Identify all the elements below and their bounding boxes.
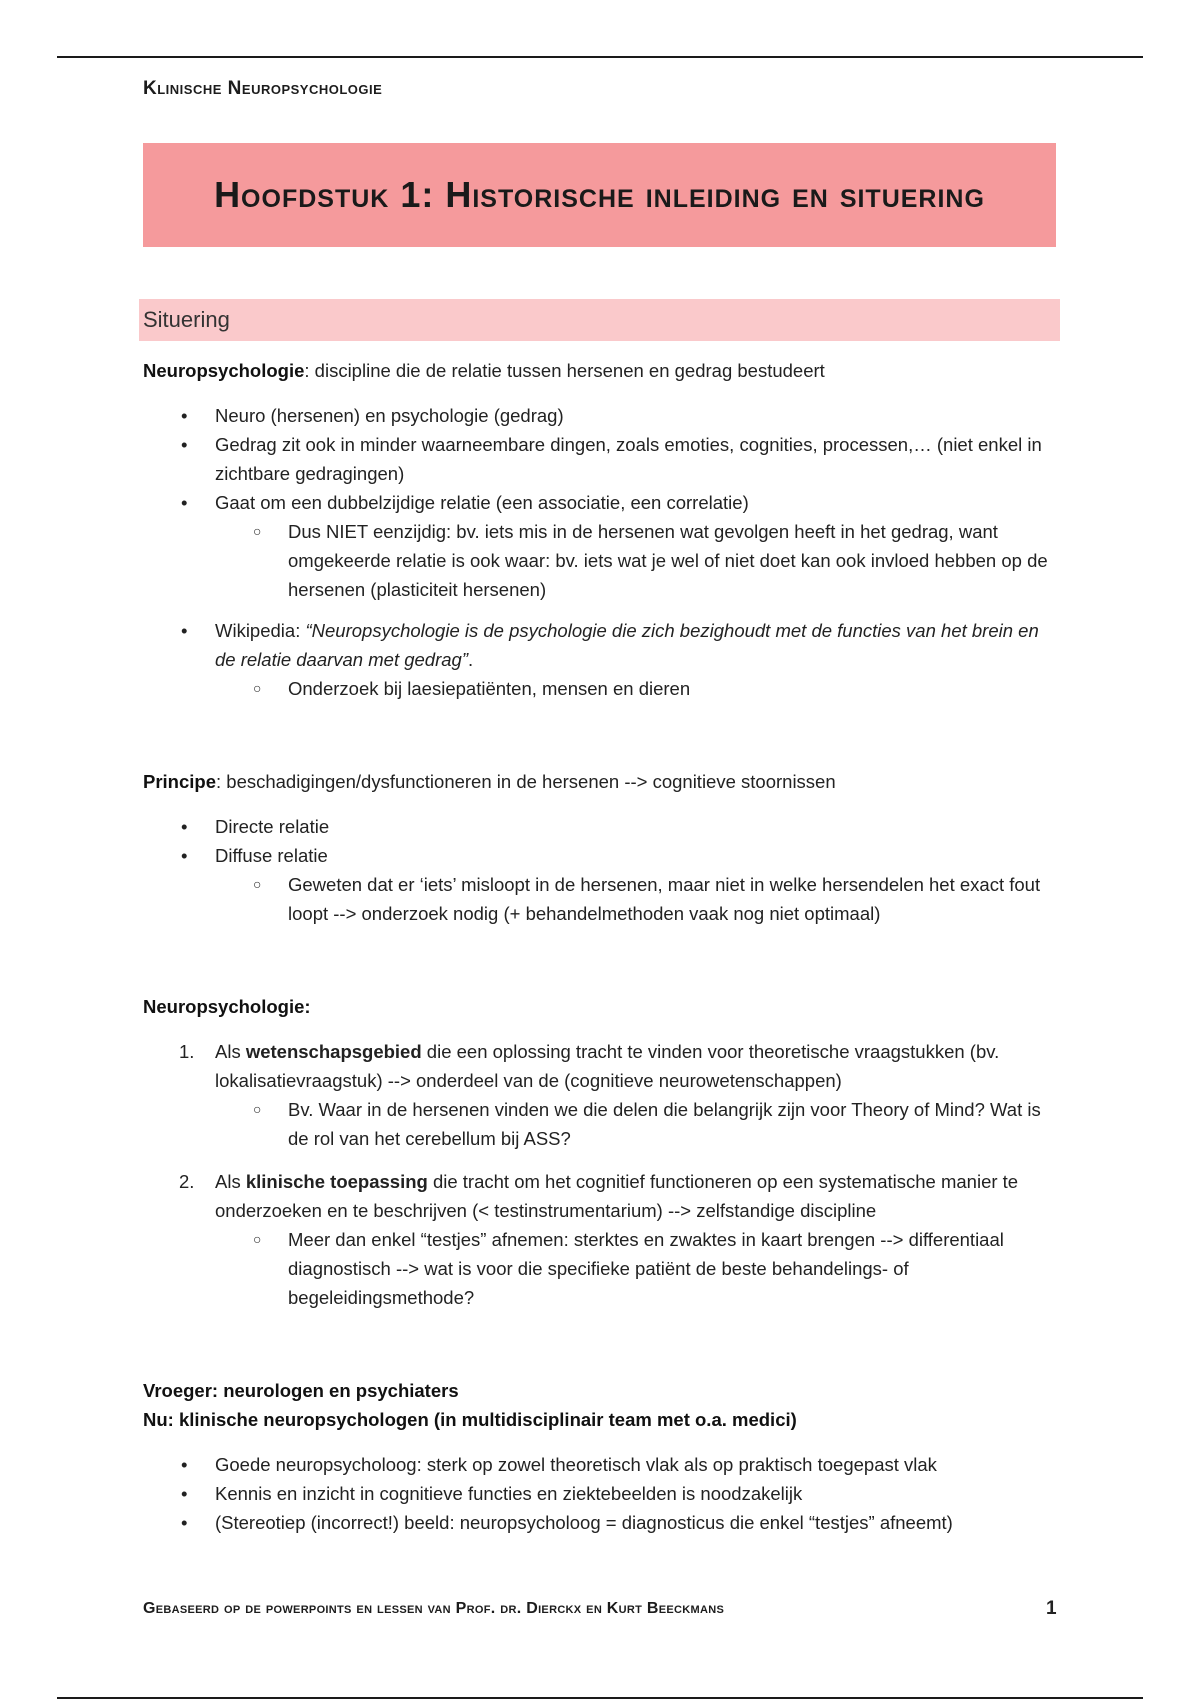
running-header: Klinische Neuropsychologie [143,78,383,99]
document-body [143,356,1063,1537]
bullet-icon: • [181,816,188,837]
bottom-rule [57,1697,1143,1699]
wikipedia-quote: “Neuropsychologie is de psychologie die zich bezighoudt met de functies van het brein en de relatie daarvan met gedrag” [215,620,1039,670]
term: Neuropsychologie [143,360,305,381]
sub-list-item: ○ Geweten dat er ‘iets’ misloopt in de hersenen, maar niet in welke hersendelen het exact fout loopt --> onderzoek nodig (+ behandelmethoden vaak nog niet optimaal) [143,870,1063,928]
circle-bullet-icon: ○ [253,680,262,696]
numbered-item: 2. Als klinische toepassing die tracht om het cognitief functioneren op een systematische manier te onderzoeken en te beschrijven (< testinstrumentarium) --> zelfstandige discipline [179,1171,1019,1221]
circle-bullet-icon: ○ [253,1101,262,1117]
section-heading-bar [139,299,1060,341]
circle-bullet-icon: ○ [253,523,262,539]
definition-text: : beschadigingen/dysfunctioneren in de hersenen --> cognitieve stoornissen [216,771,836,792]
heading-neuropsychologie: Neuropsychologie: [143,996,311,1017]
numbered-item: 1. Als wetenschapsgebied die een oplossing tracht te vinden voor theoretische vraagstukken (bv. lokalisatievraagstuk) --> onderdeel van de (cognitieve neurowetenschappen) [179,1041,1000,1091]
bullet-list [143,812,1063,928]
list-item: • Gedrag zit ook in minder waarneembare dingen, zoals emoties, cognities, processen,… (niet enkel in zichtbare gedragingen) [143,430,1063,488]
numbered-list [143,1037,1063,1312]
list-item: • Wikipedia: “Neuropsychologie is de psychologie die zich bezighoudt met de functies van het brein en de relatie daarvan met gedrag”. [143,616,1063,674]
list-item: • Directe relatie [143,812,1063,841]
list-item: • Goede neuropsycholoog: sterk op zowel theoretisch vlak als op praktisch toegepast vlak [143,1450,1063,1479]
bullet-list [143,401,1063,703]
list-item: • Diffuse relatie [143,841,1063,870]
bullet-icon: • [181,492,188,513]
definition-neuropsychologie [143,356,1063,385]
bullet-list [143,1450,1063,1537]
chapter-banner [143,143,1056,247]
sub-list-item: ○ Bv. Waar in de hersenen vinden we die delen die belangrijk zijn voor Theory of Mind? Wat is de rol van het cerebellum bij ASS? [143,1095,1063,1153]
top-rule [57,56,1143,58]
bullet-icon: • [181,1454,188,1475]
definition-principe [143,767,1063,796]
now-line: Nu: klinische neuropsychologen (in multidisciplinair team met o.a. medici) [143,1409,797,1430]
term: Principe [143,771,216,792]
sub-list-item: ○ Meer dan enkel “testjes” afnemen: sterktes en zwaktes in kaart brengen --> differentiaal diagnostisch --> wat is voor die specifieke patiënt de beste behandelings- of begeleidingsmethode? [143,1225,1063,1312]
then-line: Vroeger: neurologen en psychiaters [143,1380,459,1401]
bullet-icon: • [181,620,188,641]
bullet-icon: • [181,434,188,455]
list-item: • (Stereotiep (incorrect!) beeld: neuropsycholoog = diagnosticus die enkel “testjes” afneemt) [143,1508,1063,1537]
list-item: • Gaat om een dubbelzijdige relatie (een associatie, een correlatie) [143,488,1063,517]
list-item: • Neuro (hersenen) en psychologie (gedrag) [143,401,1063,430]
chapter-title: Hoofdstuk 1: Historische inleiding en situering [214,174,985,215]
bullet-icon: • [181,1512,188,1533]
section-title: Situering [143,307,230,332]
bullet-icon: • [181,405,188,426]
bullet-icon: • [181,845,188,866]
bullet-icon: • [181,1483,188,1504]
page-number: 1 [1046,1598,1057,1619]
definition-text: : discipline die de relatie tussen hersenen en gedrag bestudeert [304,360,825,381]
circle-bullet-icon: ○ [253,876,262,892]
circle-bullet-icon: ○ [253,1231,262,1247]
sub-list-item: ○ Dus NIET eenzijdig: bv. iets mis in de hersenen wat gevolgen heeft in het gedrag, want omgekeerde relatie is ook waar: bv. iets wat je wel of niet doet kan ook invloed hebben op de hersenen (plasticiteit hersenen) [143,517,1063,604]
footer-text: Gebaseerd op de powerpoints en lessen van Prof. dr. Dierckx en Kurt Beeckmans [143,1600,725,1617]
sub-list-item: ○ Onderzoek bij laesiepatiënten, mensen en dieren [143,674,1063,703]
list-item: • Kennis en inzicht in cognitieve functies en ziektebeelden is noodzakelijk [143,1479,1063,1508]
